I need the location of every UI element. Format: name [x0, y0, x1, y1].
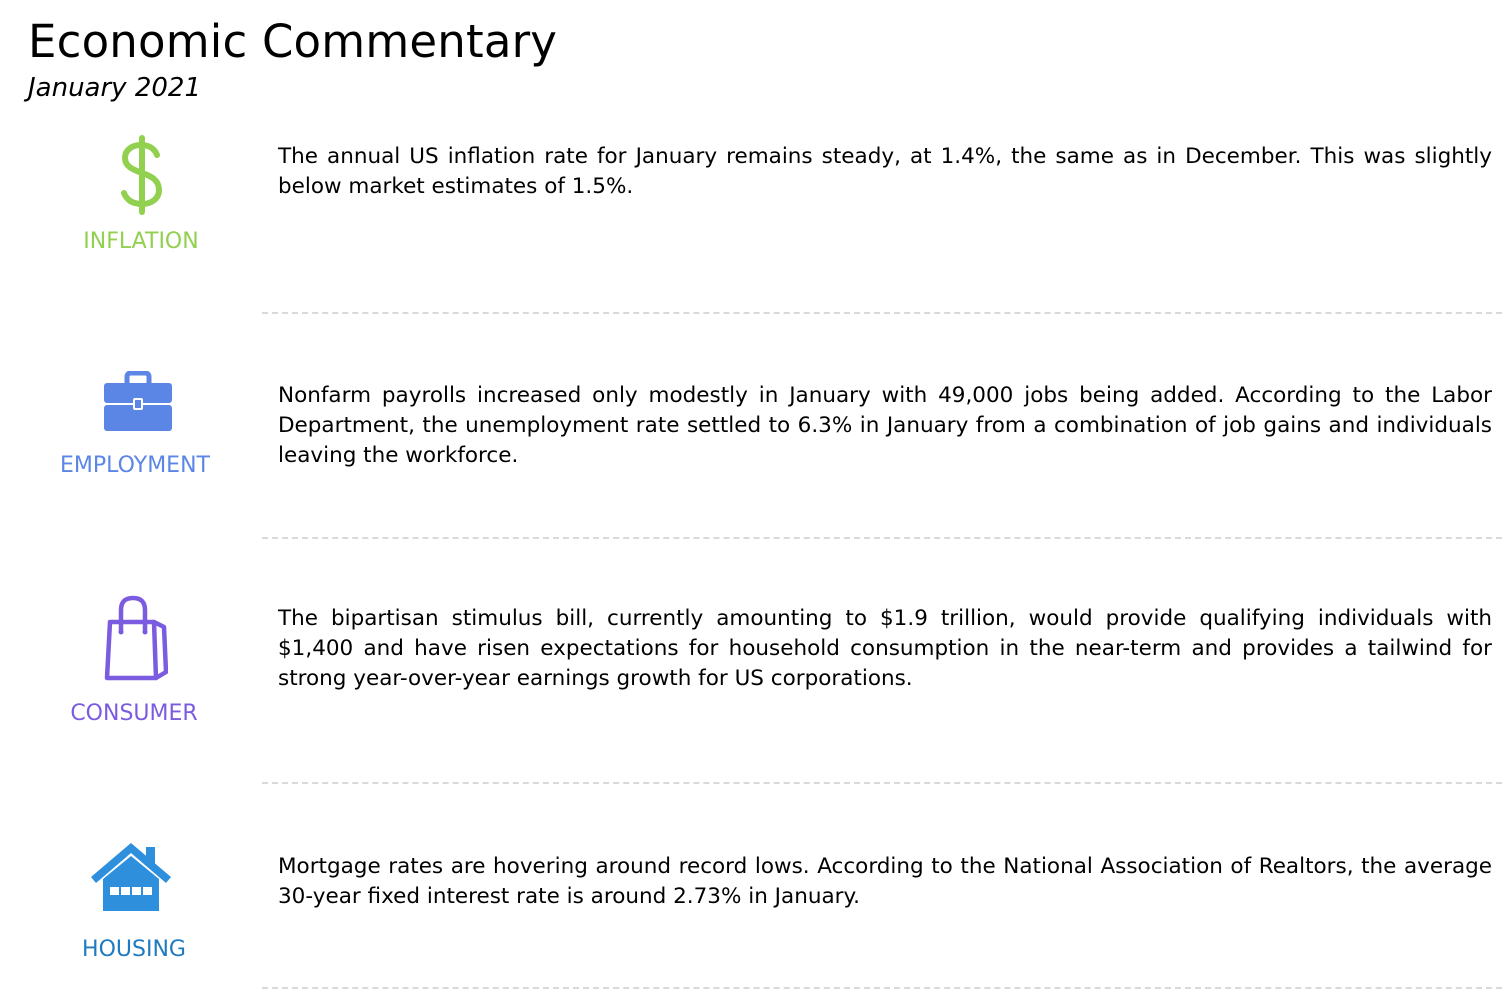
section-divider: [262, 987, 1502, 989]
employment-label: EMPLOYMENT: [60, 453, 210, 478]
section-divider: [262, 782, 1502, 784]
house-icon: [90, 841, 172, 913]
employment-text: Nonfarm payrolls increased only modestly in January with 49,000 jobs being added. According to the Labor Department, the unemployment rate settled to 6.3% in January from a combination of job gains and individuals leaving the workforce.: [278, 383, 1492, 468]
consumer-label: CONSUMER: [70, 701, 198, 726]
section-divider: [262, 537, 1502, 539]
page-title: Economic Commentary: [28, 15, 558, 68]
briefcase-icon: [103, 371, 173, 433]
inflation-label: INFLATION: [83, 229, 199, 254]
section-divider: [262, 312, 1502, 314]
housing-label: HOUSING: [82, 937, 186, 962]
page-subtitle: January 2021: [28, 73, 201, 103]
shopping-bag-icon: [102, 594, 168, 682]
housing-text: Mortgage rates are hovering around record lows. According to the National Association of Realtors, the average 30-year fixed interest rate is around 2.73% in January.: [278, 854, 1492, 909]
dollar-sign-icon: [118, 134, 166, 216]
inflation-text: The annual US inflation rate for January remains steady, at 1.4%, the same as in December. This was slightly below market estimates of 1.5%.: [278, 144, 1492, 199]
consumer-text: The bipartisan stimulus bill, currently amounting to $1.9 trillion, would provide qualifying individuals with $1,400 and have risen expectations for household consumption in the near-term and provides a tailwind for strong year-over-year earnings growth for US corporations.: [278, 606, 1492, 691]
